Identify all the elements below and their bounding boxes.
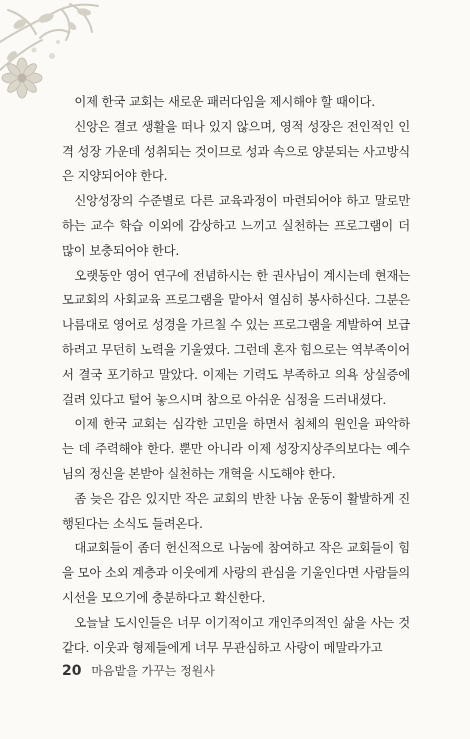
paragraph: 이제 한국 교회는 새로운 패러다임을 제시해야 할 때이다. [74, 94, 375, 109]
body-text [62, 90, 410, 660]
book-title: 마음밭을 가꾸는 정원사 [91, 664, 215, 678]
paragraph: 오랫동안 영어 연구에 전념하시는 한 권사님이 계시는데 현재는 모교회의 사회교육 프로그램을 맡아서 열심히 봉사하신다. 그분은 나름대로 영어로 성경을 가르칠 수 있는 프로그램을 계발하여 보급하려고 무던히 노력을 기울였다. 그런데 혼자 힘으로는 역부족이어서 결국 포기하고 말았다. 이제는 기력도 부족하고 의욕 상실증에 걸려 있다고 털어 놓으시며 참으로 아쉬운 심정을 드러내셨다. [62, 267, 410, 407]
paragraph: 대교회들이 좀더 헌신적으로 나눔에 참여하고 작은 교회들이 힘을 모아 소외 계층과 이웃에게 사랑의 관심을 기울인다면 사람들의 시선을 모으기에 충분하다고 확신한다. [62, 540, 410, 605]
flower-icon [2, 58, 42, 98]
paragraph: 신앙성장의 수준별로 다른 교육과정이 마련되어야 하고 말로만 하는 교수 학습 이외에 감상하고 느끼고 실천하는 프로그램이 더 많이 보충되어야 한다. [62, 193, 410, 258]
page-footer [62, 662, 215, 679]
paragraph: 이제 한국 교회는 심각한 고민을 하면서 침체의 원인을 파악하는 데 주력해야 한다. 뿐만 아니라 이제 성장지상주의보다는 예수님의 정신을 본받아 실천하는 개혁을 시도해야 한다. [62, 416, 410, 481]
paragraph: 오늘날 도시인들은 너무 이기적이고 개인주의적인 삶을 사는 것 같다. 이웃과 형제들에게 너무 무관심하고 사랑이 메말라가고 [62, 614, 410, 655]
paragraph: 좀 늦은 감은 있지만 작은 교회의 반찬 나눔 운동이 활발하게 진행된다는 소식도 들려온다. [62, 490, 410, 531]
page-number: 20 [62, 663, 82, 679]
paragraph: 신앙은 결코 생활을 떠나 있지 않으며, 영적 성장은 전인적인 인격 성장 가운데 성취되는 것이므로 성과 속으로 양분되는 사고방식은 지양되어야 한다. [62, 118, 410, 184]
